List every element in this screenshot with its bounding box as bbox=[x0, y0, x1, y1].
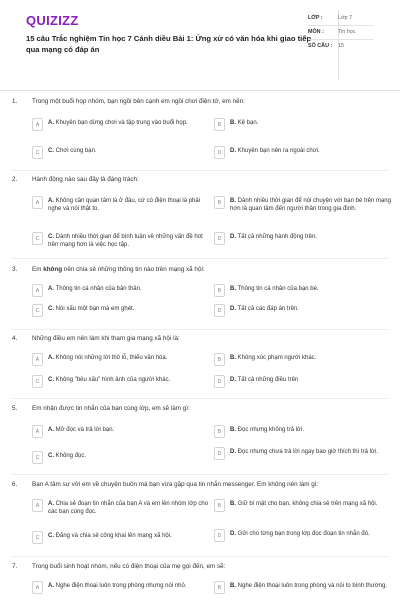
option-badge: A bbox=[32, 499, 43, 512]
option-d[interactable] bbox=[214, 232, 392, 245]
question-text: Em nhận được tin nhắn của bạn cùng lớp, em sẽ làm gì: bbox=[32, 405, 190, 412]
option-text bbox=[230, 499, 377, 508]
option-text bbox=[48, 499, 210, 516]
option-d[interactable] bbox=[214, 375, 392, 388]
option-letter: A. bbox=[48, 501, 54, 507]
option-label: Đọc nhưng chưa trả lời ngay bao giờ thích thì trả lời. bbox=[237, 449, 378, 455]
option-badge: B bbox=[214, 425, 225, 438]
option-label: Kệ bạn. bbox=[237, 120, 259, 126]
option-label: Thông tin cá nhân của bản thân. bbox=[55, 286, 142, 292]
info-label: LỚP : bbox=[308, 15, 323, 21]
question-text: Trong buổi sinh hoạt nhóm, nếu có điện thoại của mẹ gọi đến, em sẽ: bbox=[32, 563, 226, 570]
option-b[interactable] bbox=[214, 118, 392, 131]
option-letter: B. bbox=[230, 120, 236, 126]
option-text bbox=[230, 304, 299, 313]
option-text bbox=[230, 375, 298, 384]
option-letter: C. bbox=[48, 306, 54, 312]
info-row-count bbox=[308, 40, 374, 53]
option-letter: C. bbox=[48, 234, 54, 240]
option-badge: B bbox=[214, 196, 225, 209]
option-letter: B. bbox=[230, 355, 236, 361]
option-letter: D. bbox=[230, 449, 236, 455]
option-text bbox=[230, 447, 378, 456]
option-label: Nghe điện thoại luôn trong phòng và nói to bình thường. bbox=[237, 583, 388, 589]
option-badge: C bbox=[32, 531, 43, 544]
option-text bbox=[48, 232, 210, 249]
option-badge: B bbox=[214, 499, 225, 512]
option-a[interactable] bbox=[32, 284, 210, 297]
option-label: Chơi cùng bạn. bbox=[55, 148, 97, 154]
option-b[interactable] bbox=[214, 581, 392, 594]
question-number: 2. bbox=[12, 176, 18, 183]
option-text bbox=[230, 581, 387, 590]
option-c[interactable] bbox=[32, 531, 210, 544]
option-letter: D. bbox=[230, 148, 236, 154]
option-badge: D bbox=[214, 232, 225, 245]
header-separator bbox=[0, 90, 400, 91]
option-badge: B bbox=[214, 581, 225, 594]
option-text bbox=[230, 232, 317, 241]
option-badge: C bbox=[32, 232, 43, 245]
option-letter: B. bbox=[230, 286, 236, 292]
option-label: Tất cả các đáp án trên. bbox=[237, 306, 299, 312]
option-label: Nghe điện thoại luôn trong phòng nhưng nói nhỏ. bbox=[55, 583, 187, 589]
option-label: Không xúc phạm người khác. bbox=[237, 355, 317, 361]
option-text bbox=[230, 284, 319, 293]
option-b[interactable] bbox=[214, 196, 392, 213]
option-text bbox=[48, 375, 170, 384]
option-badge: C bbox=[32, 146, 43, 159]
option-badge: C bbox=[32, 304, 43, 317]
option-letter: B. bbox=[230, 198, 236, 204]
option-label: Dành nhiều thời gian để bình luận về những vấn đề hot trên mạng hơn là việc học tập. bbox=[48, 234, 203, 248]
info-label: MÔN : bbox=[308, 29, 324, 35]
option-label: Gửi cho từng bạn trong lớp đọc đoạn tin nhắn đó. bbox=[237, 531, 370, 537]
option-text bbox=[230, 196, 392, 213]
option-c[interactable] bbox=[32, 146, 210, 159]
option-c[interactable] bbox=[32, 451, 210, 464]
option-b[interactable] bbox=[214, 425, 392, 438]
option-text bbox=[48, 451, 86, 460]
option-d[interactable] bbox=[214, 529, 392, 542]
option-text bbox=[230, 118, 258, 127]
option-a[interactable] bbox=[32, 499, 210, 516]
question-number: 5. bbox=[12, 405, 18, 412]
option-badge: C bbox=[32, 375, 43, 388]
option-label: Dành nhiều thời gian để nói chuyện với bạn bè trên mạng hơn là quan tâm đến người thân trong gia đình. bbox=[230, 198, 391, 212]
option-d[interactable] bbox=[214, 447, 392, 460]
option-label: Không nói những lời thô lỗ, thiếu văn hóa. bbox=[55, 355, 168, 361]
question-separator bbox=[12, 556, 388, 557]
question-number: 7. bbox=[12, 563, 18, 570]
option-badge: A bbox=[32, 581, 43, 594]
question-text-pre: Em bbox=[32, 266, 44, 273]
option-text bbox=[48, 196, 210, 213]
question-text bbox=[32, 266, 372, 273]
option-letter: D. bbox=[230, 531, 236, 537]
option-b[interactable] bbox=[214, 353, 392, 366]
option-label: Đăng và chia sẻ công khai lên mạng xã hội. bbox=[55, 533, 172, 539]
option-text bbox=[48, 531, 172, 540]
option-text bbox=[230, 146, 320, 155]
option-letter: A. bbox=[48, 120, 54, 126]
question-separator bbox=[12, 170, 388, 171]
option-a[interactable] bbox=[32, 118, 210, 131]
option-label: Giữ bí mật cho bạn, không chia sẻ trên mạng xã hội. bbox=[237, 501, 378, 507]
info-value: Lớp 7 bbox=[338, 15, 353, 21]
option-label: Tất cả những hành động trên. bbox=[237, 234, 317, 240]
question-separator bbox=[12, 258, 388, 259]
option-text bbox=[230, 353, 316, 362]
option-badge: D bbox=[214, 146, 225, 159]
option-c[interactable] bbox=[32, 375, 210, 388]
question-number: 1. bbox=[12, 98, 18, 105]
option-letter: B. bbox=[230, 427, 236, 433]
option-c[interactable] bbox=[32, 232, 210, 249]
info-row-class bbox=[308, 12, 374, 26]
question-separator bbox=[12, 398, 388, 399]
option-letter: D. bbox=[230, 377, 236, 383]
option-a[interactable] bbox=[32, 581, 210, 594]
option-label: Thông tin cá nhân của bạn bè. bbox=[237, 286, 319, 292]
option-text bbox=[48, 304, 134, 313]
option-label: Khuyên bạn nên ra ngoài chơi. bbox=[237, 148, 320, 154]
question-number: 3. bbox=[12, 266, 18, 273]
worksheet-info bbox=[308, 12, 374, 53]
option-letter: A. bbox=[48, 583, 54, 589]
option-label: Tất cả những điều trên bbox=[237, 377, 299, 383]
option-badge: B bbox=[214, 353, 225, 366]
question-text-emphasis: không bbox=[43, 266, 63, 273]
question-text: Bạn A tâm sự với em về chuyện buồn mà bạn vừa gặp qua tin nhắn messenger. Em không nên làm gì: bbox=[32, 481, 319, 488]
option-letter: C. bbox=[48, 148, 54, 154]
option-letter: B. bbox=[230, 501, 236, 507]
option-label: Đọc nhưng không trả lời. bbox=[237, 427, 304, 433]
option-letter: A. bbox=[48, 355, 54, 361]
option-badge: B bbox=[214, 118, 225, 131]
info-label: SỐ CÂU : bbox=[308, 43, 333, 49]
option-label: Không "bêu xấu" hình ảnh của người khác. bbox=[55, 377, 171, 383]
option-badge: A bbox=[32, 353, 43, 366]
option-label: Không đọc. bbox=[55, 453, 87, 459]
question-text-post: nên chia sẻ những thông tin nào trên mạng xã hội: bbox=[62, 266, 205, 273]
option-label: Khuyên bạn dừng chơi và tập trung vào buổi họp. bbox=[55, 120, 188, 126]
option-letter: A. bbox=[48, 198, 54, 204]
option-badge: D bbox=[214, 304, 225, 317]
option-a[interactable] bbox=[32, 196, 210, 213]
question-text: Những điều em nên làm khi tham gia mạng xã hội là: bbox=[32, 335, 180, 342]
question-number: 4. bbox=[12, 335, 18, 342]
option-text bbox=[48, 284, 142, 293]
option-c[interactable] bbox=[32, 304, 210, 317]
option-letter: C. bbox=[48, 533, 54, 539]
option-d[interactable] bbox=[214, 146, 392, 159]
option-badge: A bbox=[32, 196, 43, 209]
option-letter: D. bbox=[230, 234, 236, 240]
option-letter: A. bbox=[48, 286, 54, 292]
question-separator bbox=[12, 329, 388, 330]
option-badge: A bbox=[32, 118, 43, 131]
option-badge: C bbox=[32, 451, 43, 464]
quizizz-logo: QUIZIZZ bbox=[26, 13, 79, 28]
option-text bbox=[230, 529, 370, 538]
info-value: Tin học bbox=[338, 29, 356, 35]
option-label: Chia sẻ đoạn tin nhắn của bạn A và em lên nhóm lớp cho các bạn cùng đọc. bbox=[48, 501, 209, 515]
question-text: Hành động nào sau đây là đáng trách: bbox=[32, 176, 139, 183]
question-separator bbox=[12, 474, 388, 475]
option-text bbox=[48, 581, 186, 590]
worksheet-title: 15 câu Trắc nghiệm Tin học 7 Cánh diều Bài 1: Ứng xử có văn hóa khi giao tiếp qua mạng có đáp án bbox=[26, 34, 312, 54]
option-label: Mở đọc và trả lời bạn. bbox=[55, 427, 115, 433]
option-badge: A bbox=[32, 284, 43, 297]
worksheet-header bbox=[12, 0, 388, 90]
option-b[interactable] bbox=[214, 499, 392, 512]
question-number: 6. bbox=[12, 481, 18, 488]
option-b[interactable] bbox=[214, 284, 392, 297]
option-text bbox=[48, 425, 114, 434]
option-letter: C. bbox=[48, 453, 54, 459]
option-label: Nói xấu một bạn mà em ghét. bbox=[55, 306, 135, 312]
option-letter: A. bbox=[48, 427, 54, 433]
option-a[interactable] bbox=[32, 425, 210, 438]
option-text bbox=[48, 146, 97, 155]
option-badge: D bbox=[214, 529, 225, 542]
option-letter: D. bbox=[230, 306, 236, 312]
option-badge: B bbox=[214, 284, 225, 297]
option-text bbox=[230, 425, 304, 434]
info-value: 15 bbox=[338, 43, 344, 49]
option-d[interactable] bbox=[214, 304, 392, 317]
option-badge: A bbox=[32, 425, 43, 438]
option-label: Không cần quan tâm là ở đâu, cứ có điện thoại là phải nghe và nói thật to. bbox=[48, 198, 201, 212]
option-a[interactable] bbox=[32, 353, 210, 366]
question-text: Trong một buổi họp nhóm, bạn ngồi bên cạnh em ngồi chơi điện tử, em nên: bbox=[32, 98, 245, 105]
option-badge: D bbox=[214, 447, 225, 460]
option-letter: C. bbox=[48, 377, 54, 383]
option-text bbox=[48, 118, 188, 127]
option-badge: D bbox=[214, 375, 225, 388]
option-letter: B. bbox=[230, 583, 236, 589]
option-text bbox=[48, 353, 167, 362]
info-row-subject bbox=[308, 26, 374, 40]
